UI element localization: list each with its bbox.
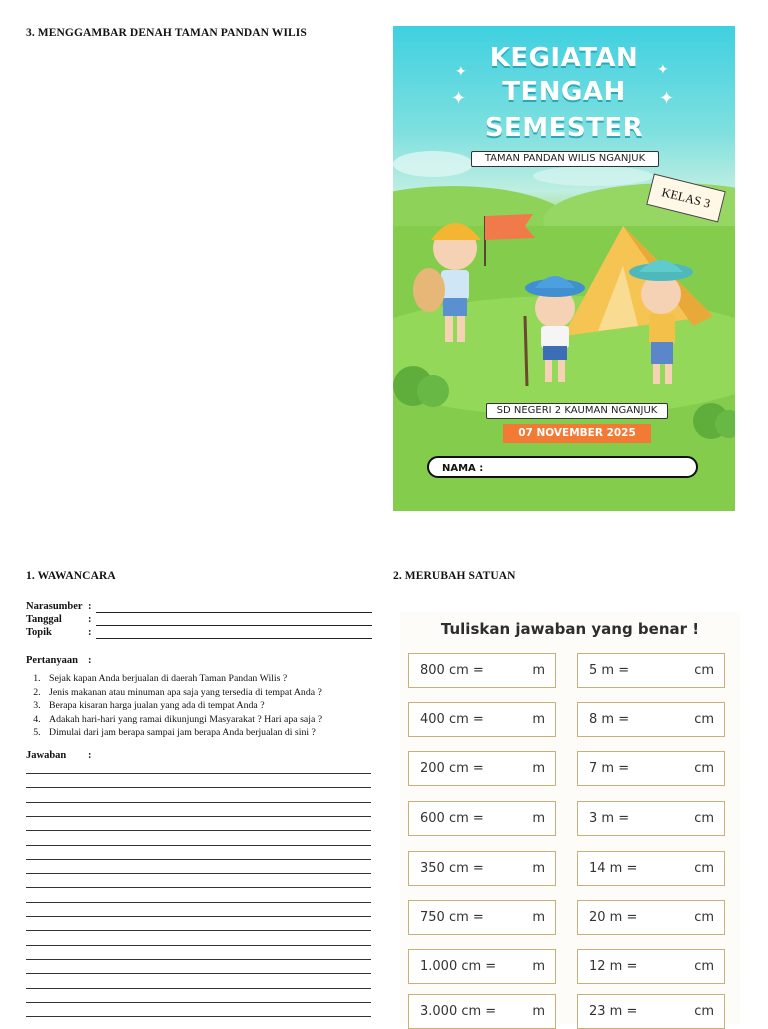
conversion-box[interactable]: 3 m = cm (577, 801, 725, 836)
conversion-box[interactable]: 400 cm = m (408, 702, 556, 737)
question-item: 2. Jenis makanan atau minuman apa saja yang tersedia di tempat Anda ? (43, 686, 322, 700)
answer-line (26, 902, 371, 903)
conversion-box[interactable]: 12 m = cm (577, 949, 725, 984)
answer-line (26, 802, 371, 803)
cover-class-tag: KELAS 3 (646, 174, 726, 223)
cover-title-line-1: KEGIATAN (489, 43, 639, 73)
answer-line (26, 887, 371, 888)
field-underline (96, 625, 372, 626)
conversion-worksheet (400, 612, 740, 1024)
answer-line (26, 773, 371, 774)
conversion-box[interactable]: 23 m = cm (577, 994, 725, 1029)
svg-text:✦: ✦ (659, 88, 675, 109)
answer-line (26, 816, 371, 817)
svg-text:✦: ✦ (657, 62, 669, 78)
section3-heading: 3. MENGGAMBAR DENAH TAMAN PANDAN WILIS (26, 27, 307, 39)
answer-line (26, 916, 371, 917)
answer-line (26, 988, 371, 989)
conversion-box[interactable]: 5 m = cm (577, 653, 725, 688)
question-item: 4. Adakah hari-hari yang ramai dikunjungi Masyarakat ? Hari apa saja ? (43, 713, 322, 727)
answer-line (26, 830, 371, 831)
field-underline (96, 638, 372, 639)
cover-location: TAMAN PANDAN WILIS NGANJUK (471, 151, 659, 167)
conversion-box[interactable]: 1.000 cm = m (408, 949, 556, 984)
conversion-box[interactable]: 20 m = cm (577, 900, 725, 935)
answer-line (26, 959, 371, 960)
answer-line (26, 973, 371, 974)
answer-label: Jawaban : (26, 750, 92, 761)
conversion-box[interactable]: 7 m = cm (577, 751, 725, 786)
questions-label: Pertanyaan : (26, 655, 92, 666)
conversion-box[interactable]: 8 m = cm (577, 702, 725, 737)
question-item: 5. Dimulai dari jam berapa sampai jam berapa Anda berjualan di sini ? (43, 726, 322, 740)
question-item: 3. Berapa kisaran harga jualan yang ada di tempat Anda ? (43, 699, 322, 713)
answer-line (26, 930, 371, 931)
answer-line (26, 945, 371, 946)
cover-date-ribbon: 07 NOVEMBER 2025 (503, 424, 651, 443)
conversion-box[interactable]: 200 cm = m (408, 751, 556, 786)
cover-name-field: NAMA : (427, 456, 698, 478)
answer-line (26, 1002, 371, 1003)
conversion-box[interactable]: 600 cm = m (408, 801, 556, 836)
answer-line (26, 787, 371, 788)
conversion-instruction: Tuliskan jawaban yang benar ! (440, 620, 700, 638)
svg-text:✦: ✦ (451, 88, 467, 109)
svg-text:✦: ✦ (455, 64, 467, 80)
question-list (26, 672, 322, 740)
field-narasumber (26, 601, 92, 612)
field-tanggal (26, 614, 92, 625)
field-label: Tanggal (26, 614, 62, 625)
field-underline (96, 612, 372, 613)
conversion-box[interactable]: 350 cm = m (408, 851, 556, 886)
conversion-box[interactable]: 3.000 cm = m (408, 994, 556, 1029)
conversion-box[interactable]: 750 cm = m (408, 900, 556, 935)
answer-line (26, 873, 371, 874)
answer-line (26, 845, 371, 846)
cover-page (393, 26, 735, 511)
cover-title-line-2: TENGAH (502, 77, 626, 107)
answer-line (26, 859, 371, 860)
conversion-box[interactable]: 800 cm = m (408, 653, 556, 688)
field-sep: : (88, 614, 92, 625)
section1-heading: 1. WAWANCARA (26, 570, 116, 582)
field-sep: : (88, 627, 92, 638)
conversion-box[interactable]: 14 m = cm (577, 851, 725, 886)
field-label: Narasumber (26, 601, 83, 612)
field-sep: : (88, 601, 92, 612)
question-item: 1. Sejak kapan Anda berjualan di daerah Taman Pandan Wilis ? (43, 672, 322, 686)
field-topik (26, 627, 92, 638)
cover-title-line-3: SEMESTER (484, 113, 644, 143)
field-label: Topik (26, 627, 52, 638)
answer-line (26, 1016, 371, 1017)
section2-heading: 2. MERUBAH SATUAN (393, 570, 516, 582)
cover-school: SD NEGERI 2 KAUMAN NGANJUK (486, 403, 668, 419)
